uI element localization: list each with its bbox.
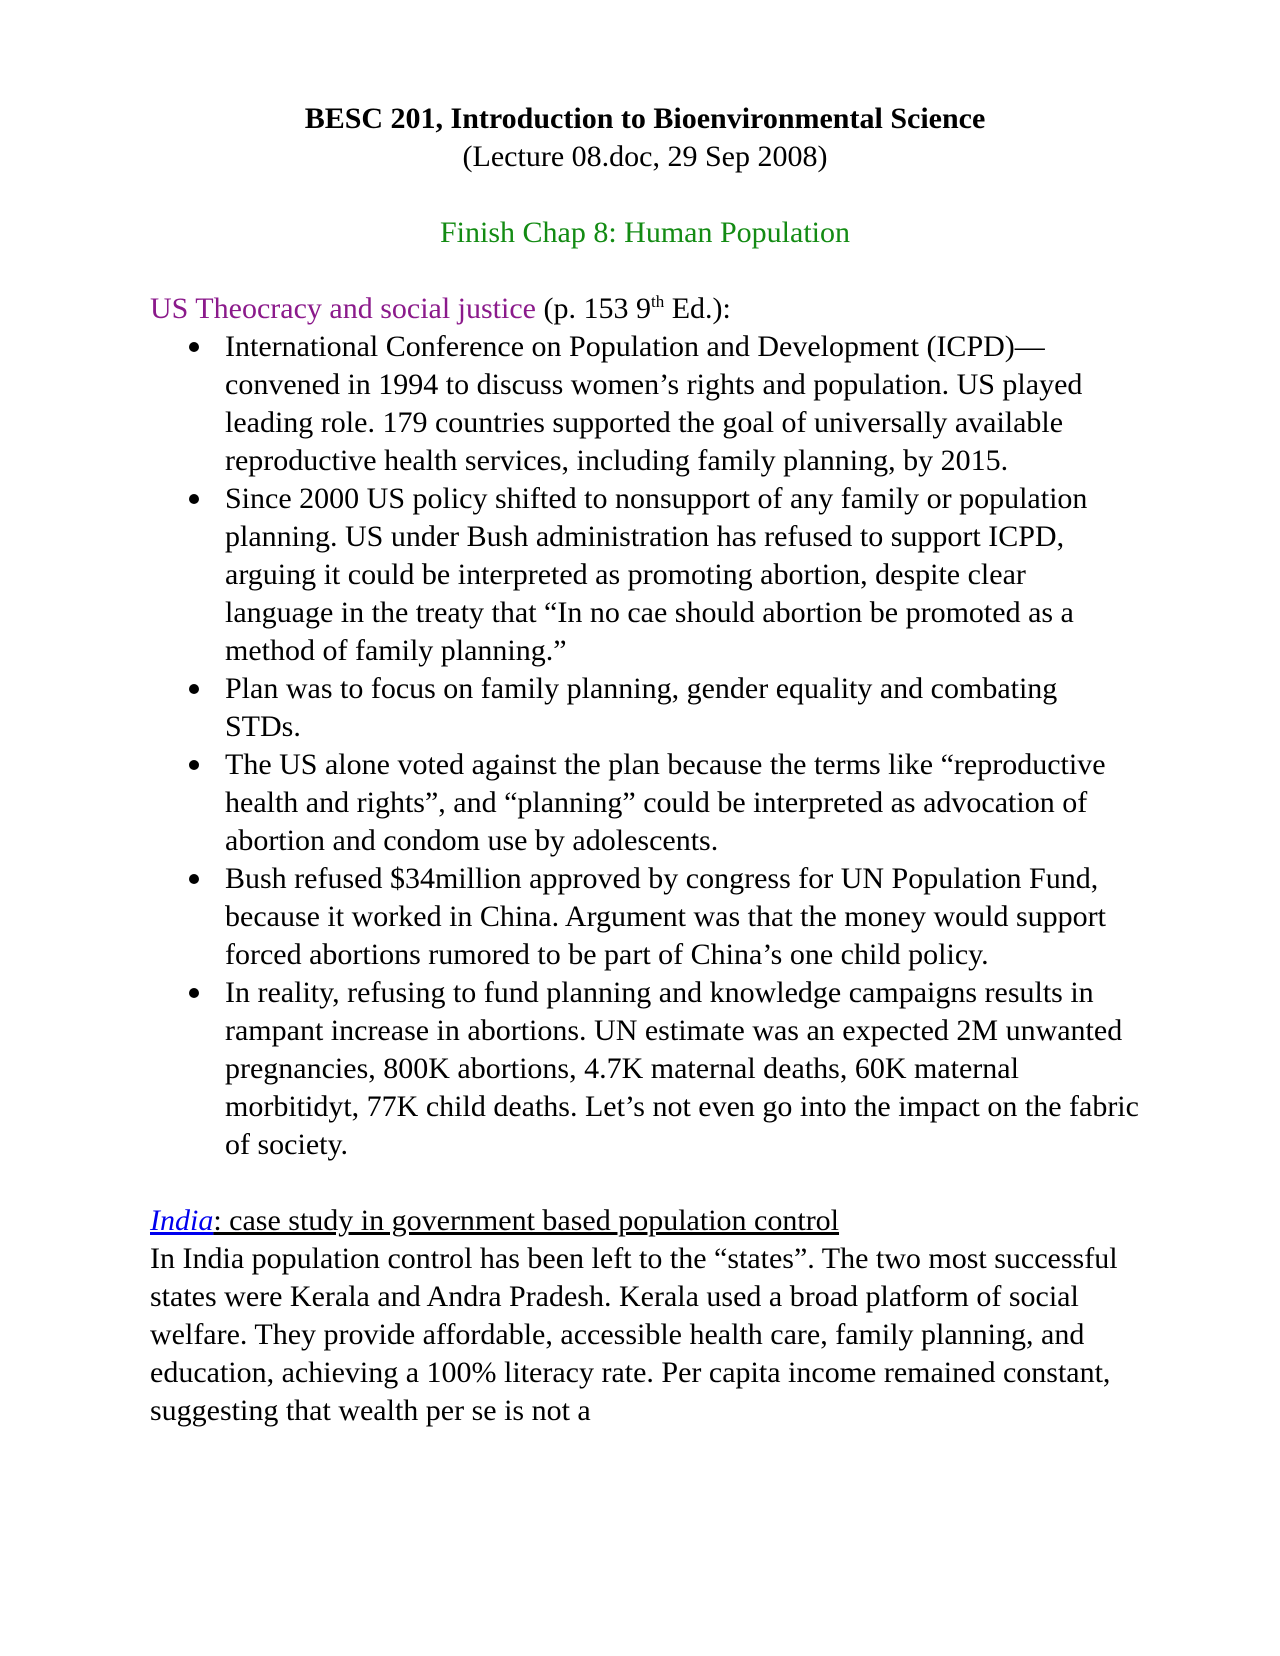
bullet-list bbox=[150, 328, 1140, 1164]
list-item bbox=[150, 974, 1140, 1164]
bullet-text: Since 2000 US policy shifted to nonsupport of any family or population planning. US under Bush administration has refused to support ICPD, arguing it could be interpreted as promoting abortion, despite clear language in the treaty that “In no cae should abortion be promoted as a method of family planning.” bbox=[225, 482, 1088, 667]
bullet-icon bbox=[189, 988, 199, 998]
list-item bbox=[150, 328, 1140, 480]
bullet-icon bbox=[189, 342, 199, 352]
page-reference-suffix: Ed.): bbox=[664, 292, 731, 325]
section-topic: US Theocracy and social justice bbox=[150, 292, 536, 325]
india-heading-text: : case study in government based population control bbox=[213, 1204, 840, 1237]
section-heading-india bbox=[150, 1202, 1140, 1240]
india-paragraph: In India population control has been left to the “states”. The two most successful states were Kerala and Andra Pradesh. Kerala used a broad platform of social welfare. They provide affordable, accessible health care, family planning, and education, achieving a 100% literacy rate. Per capita income remained constant, suggesting that wealth per se is not a bbox=[150, 1242, 1118, 1427]
course-title: BESC 201, Introduction to Bioenvironmental Science bbox=[304, 102, 986, 135]
edition-superscript: th bbox=[651, 292, 665, 311]
page-reference: (p. 153 9 bbox=[536, 292, 651, 325]
list-item bbox=[150, 670, 1140, 746]
bullet-text: Bush refused $34million approved by congress for UN Population Fund, because it worked in China. Argument was that the money would support forced abortions rumored to be part of China’s one child policy. bbox=[225, 862, 1106, 971]
bullet-text: Plan was to focus on family planning, gender equality and combating STDs. bbox=[225, 672, 1058, 743]
bullet-icon bbox=[189, 684, 199, 694]
section-heading-us-theocracy bbox=[150, 290, 1140, 328]
bullet-icon bbox=[189, 874, 199, 884]
chapter-heading: Finish Chap 8: Human Population bbox=[439, 216, 850, 249]
bullet-text: In reality, refusing to fund planning and knowledge campaigns results in rampant increase in abortions. UN estimate was an expected 2M unwanted pregnancies, 800K abortions, 4.7K maternal deaths, 60K maternal morbitidyt, 77K child deaths. Let’s not even go into the impact on the fabric of society. bbox=[225, 976, 1139, 1161]
lecture-subtitle: (Lecture 08.doc, 29 Sep 2008) bbox=[462, 140, 828, 173]
bullet-text: The US alone voted against the plan because the terms like “reproductive health and rights”, and “planning” could be interpreted as advocation of abortion and condom use by adolescents. bbox=[225, 748, 1106, 857]
document-page bbox=[150, 100, 1140, 1430]
india-link[interactable]: India bbox=[150, 1204, 214, 1237]
list-item bbox=[150, 860, 1140, 974]
list-item bbox=[150, 746, 1140, 860]
bullet-icon bbox=[189, 494, 199, 504]
list-item bbox=[150, 480, 1140, 670]
bullet-text: International Conference on Population and Development (ICPD)—convened in 1994 to discuss women’s rights and population. US played leading role. 179 countries supported the goal of universally available reproductive health services, including family planning, by 2015. bbox=[225, 330, 1083, 477]
bullet-icon bbox=[189, 760, 199, 770]
